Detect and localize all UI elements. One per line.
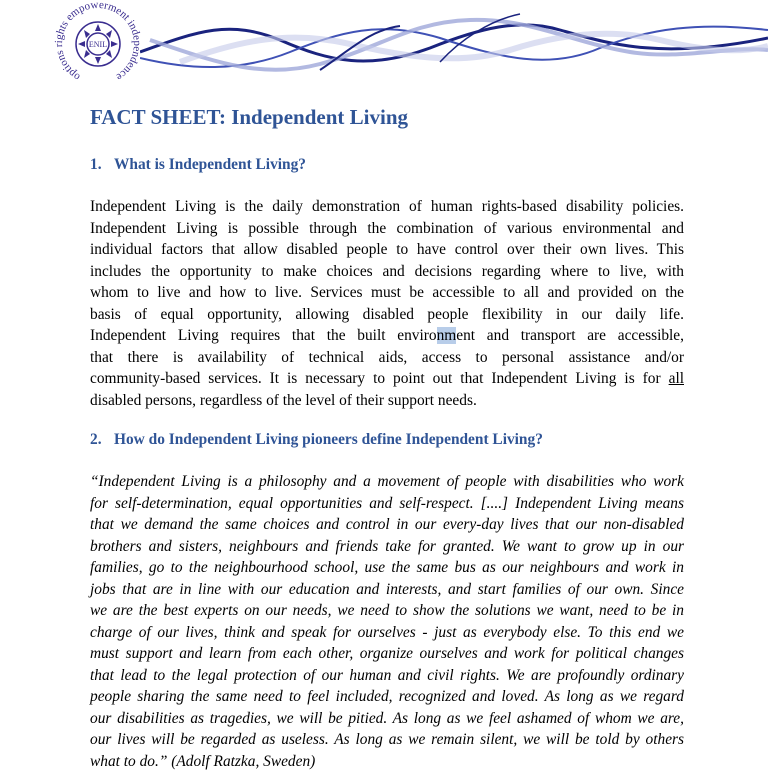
section-number-2: 2. [90, 430, 114, 450]
paragraph-line: individual factors that allow disabled people to have control over their own lives. This [90, 239, 684, 261]
paragraph-line: Independent Living is possible through the combination of various environmental and [90, 218, 684, 240]
quote-line: our lives will be regarded as useless. As long as we remain silent, we will be told by others [90, 729, 684, 751]
page-header [0, 0, 768, 100]
quote-line: what to do.” (Adolf Ratzka, Sweden) [90, 751, 684, 772]
quote-line: brothers and sisters, neighbours and friends take for granted. We want to grow up in our [90, 536, 684, 558]
section-heading-1 [90, 155, 306, 175]
section-heading-2 [90, 430, 543, 450]
quote-line: jobs that are in line with our education and interests, and start families of our own. Since [90, 579, 684, 601]
quote-line: for self-determination, equal opportunities and self-respect. [....] Independent Living means [90, 493, 684, 515]
logo-center-text: ENIL [89, 40, 107, 49]
quote-line: people sharing the same need to feel included, recognized and loved. As long as we regard [90, 686, 684, 708]
line-segment: Independent Living requires that the built enviro [90, 327, 437, 344]
section-number-1: 1. [90, 155, 114, 175]
paragraph-line: disabled persons, regardless of the level of their support needs. [90, 390, 684, 412]
underlined-word: all [669, 370, 684, 387]
quote-line: that we demand the same choices and control in our every-day lives that our non-disabled [90, 514, 684, 536]
paragraph-line [90, 368, 684, 390]
paragraph-line: whom to live and how to live. Services must be accessible to all and provided on the [90, 282, 684, 304]
paragraph-line: that there is availability of technical aids, access to personal assistance and/or [90, 347, 684, 369]
paragraph-line: Independent Living is the daily demonstration of human rights-based disability policies. [90, 196, 684, 218]
logo-ring-text: options rights empowerment independence [53, 0, 143, 83]
section-1-paragraph [90, 196, 684, 411]
enil-logo [52, 0, 144, 88]
quote-line: our disabilities as tragedies, we will be pitied. As long as we feel ashamed of whom we are, [90, 708, 684, 730]
section-2-quote [90, 471, 684, 772]
quote-line: families, go to the neighbourhood school, use the same bus as our neighbours and work in [90, 557, 684, 579]
quote-line: that lead to the legal protection of our human and civil rights. We are profoundly ordinary [90, 665, 684, 687]
paragraph-line: basis of equal opportunity, allowing disabled people flexibility in our daily life. [90, 304, 684, 326]
paragraph-line [90, 325, 684, 347]
section-heading-2-text: How do Independent Living pioneers define Independent Living? [114, 431, 543, 448]
quote-line: “Independent Living is a philosophy and a movement of people with disabilities who work [90, 471, 684, 493]
page-title: FACT SHEET: Independent Living [90, 104, 408, 130]
quote-line: charge of our lives, think and speak for ourselves - just as everybody else. To this end we [90, 622, 684, 644]
decorative-waves [140, 0, 768, 100]
line-segment: community-based services. It is necessary to point out that Independent Living is for [90, 370, 669, 387]
line-segment: ent and transport are accessible, [456, 327, 684, 344]
text-selection-highlight: nm [437, 327, 457, 344]
quote-line: we are the best experts on our needs, we need to show the solutions we want, need to be in [90, 600, 684, 622]
section-heading-1-text: What is Independent Living? [114, 156, 306, 173]
quote-line: must support and learn from each other, organize ourselves and work for political changes [90, 643, 684, 665]
paragraph-line: includes the opportunity to make choices and decisions regarding where to live, with [90, 261, 684, 283]
